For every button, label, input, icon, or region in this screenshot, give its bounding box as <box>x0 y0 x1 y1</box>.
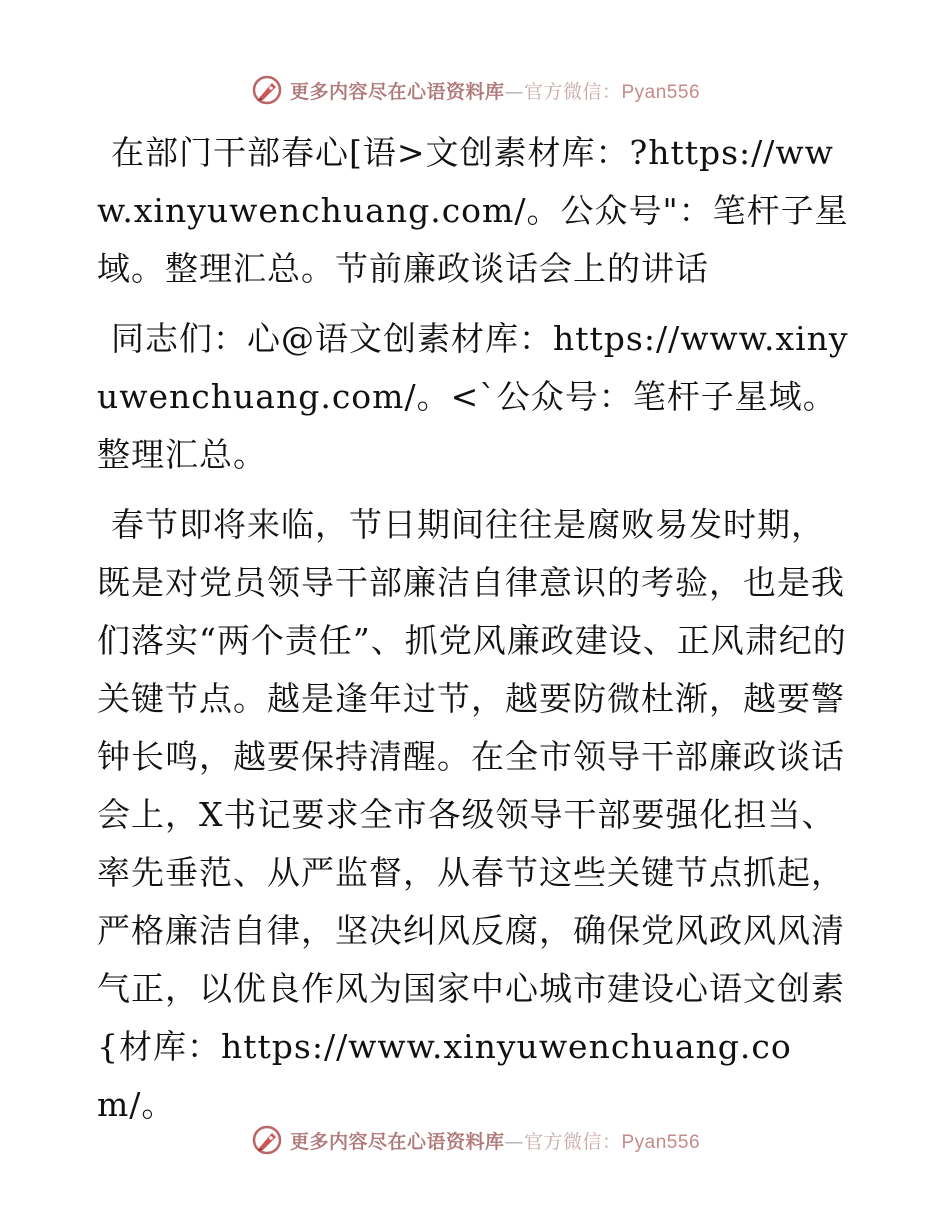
banner-text <box>290 77 700 104</box>
document-body <box>97 124 857 1146</box>
header-banner <box>0 70 950 110</box>
pen-nib-logo-icon <box>250 73 284 107</box>
paragraph-body <box>97 496 857 1134</box>
paragraph-greeting <box>97 310 857 484</box>
banner-separator: — <box>504 80 524 103</box>
paragraph-text: 在部门干部春心[语>文创素材库：?https://www.xinyuwenchuang.com/。公众号"：笔杆子星域。整理汇总。节前廉政谈话会上的讲话 <box>97 133 849 288</box>
banner-lead: 更多内容尽在心语资料库 <box>289 80 505 103</box>
banner-tail: 官方微信： <box>523 1130 622 1153</box>
banner-separator: — <box>504 1130 524 1153</box>
paragraph-text: 同志们：心@语文创素材库：https://www.xinyuwenchuang.com/。<`公众号：笔杆子星域。整理汇总。 <box>97 319 849 474</box>
pen-nib-logo-icon <box>250 1123 284 1157</box>
paragraph-text: 春节即将来临，节日期间往往是腐败易发时期，既是对党员领导干部廉洁自律意识的考验，也是我们落实“两个责任”、抓党风廉政建设、正风肃纪的关键节点。越是逢年过节，越要防微杜渐，越要警钟长鸣，越要保持清醒。在全市领导干部廉政谈话会上，X书记要求全市各级领导干部要强化担当、率先垂范、从严监督，从春节这些关键节点抓起，严格廉洁自律，坚决纠风反腐，确保党风政风风清气正，以优良作风为国家中心城市建设心语文创素{材库：https://www.xinyuwenchuang.com/。 <box>97 505 847 1124</box>
banner-tail: 官方微信： <box>523 80 622 103</box>
paragraph-title <box>97 124 857 298</box>
banner-lead: 更多内容尽在心语资料库 <box>289 1130 505 1153</box>
banner-handle: Pyan556 <box>621 81 701 103</box>
footer-banner <box>0 1120 950 1160</box>
banner-text <box>290 1127 700 1154</box>
banner-handle: Pyan556 <box>621 1131 701 1153</box>
